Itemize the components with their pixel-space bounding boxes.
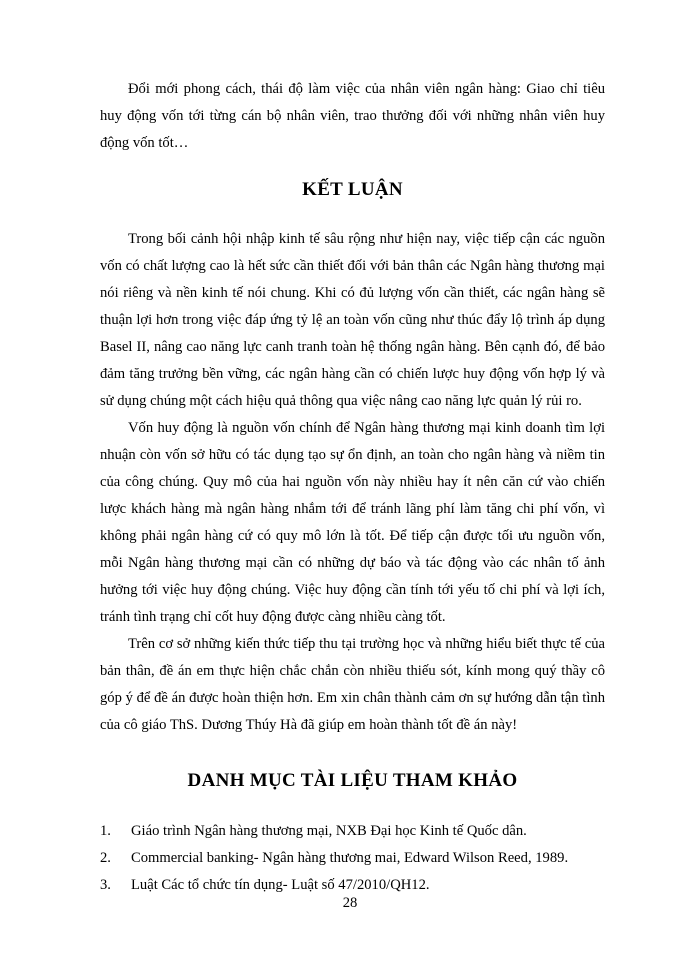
reference-number: 3.: [100, 877, 111, 893]
reference-item: [100, 845, 605, 872]
page-number: 28: [342, 895, 358, 911]
opening-paragraph: Đổi mới phong cách, thái độ làm việc của nhân viên ngân hàng: Giao chỉ tiêu huy động vốn tới từng cán bộ nhân viên, trao thưởng đối với những nhân viên huy động vốn tốt…: [100, 81, 605, 151]
page-content: [100, 76, 605, 899]
conclusion-heading: KẾT LUẬN: [302, 179, 403, 200]
conclusion-paragraph-1: Trong bối cảnh hội nhập kinh tế sâu rộng như hiện nay, việc tiếp cận các nguồn vốn có chất lượng cao là hết sức cần thiết đối với bản thân các Ngân hàng thương mại nói riêng và nền kinh tế nói chung. Khi có đủ lượng vốn cần thiết, các ngân hàng sẽ thuận lợi hơn trong việc đáp ứng tỷ lệ an toàn vốn cũng như thúc đẩy lộ trình áp dụng Basel II, nâng cao năng lực canh tranh toàn hệ thống ngân hàng. Bên cạnh đó, để bảo đảm tăng trưởng bền vững, các ngân hàng cần có chiến lược huy động vốn hợp lý và sử dụng chúng một cách hiệu quả thông qua việc nâng cao năng lực quản lý rủi ro.: [100, 231, 605, 409]
reference-text: Commercial banking- Ngân hàng thương mai, Edward Wilson Reed, 1989.: [131, 850, 569, 866]
reference-number: 2.: [100, 850, 111, 866]
reference-text: Giáo trình Ngân hàng thương mại, NXB Đại học Kinh tế Quốc dân.: [131, 823, 527, 839]
reference-number: 1.: [100, 823, 111, 839]
reference-text: Luật Các tổ chức tín dụng- Luật số 47/2010/QH12.: [131, 877, 430, 893]
reference-item: [100, 818, 605, 845]
conclusion-paragraph-2: Vốn huy động là nguồn vốn chính để Ngân hàng thương mại kinh doanh tìm lợi nhuận còn vốn sở hữu có tác dụng tạo sự ổn định, an toàn cho ngân hàng và niềm tin của công chúng. Quy mô của hai nguồn vốn này nhiều hay ít nên căn cứ vào chiến lược khách hàng mà ngân hàng nhắm tới để tránh lãng phí làm tăng chi phí vốn, vì không phải ngân hàng cứ có quy mô lớn là tốt. Để tiếp cận được tối ưu nguồn vốn, mỗi Ngân hàng thương mại cần có những dự báo và tác động vào các nhân tố ảnh hưởng tới việc huy động chúng. Việc huy động cần tính tới yếu tố chi phí và lợi ích, tránh tình trạng chỉ cốt huy động được càng nhiều càng tốt.: [100, 420, 605, 625]
references-list: [100, 818, 605, 899]
conclusion-paragraph-3: Trên cơ sở những kiến thức tiếp thu tại trường học và những hiểu biết thực tế của bản thân, đề án em thực hiện chắc chắn còn nhiều thiếu sót, kính mong quý thầy cô góp ý để đề án được hoàn thiện hơn. Em xin chân thành cảm ơn sự hướng dẫn tận tình của cô giáo ThS. Dương Thúy Hà đã giúp em hoàn thành tốt đề án này!: [100, 636, 605, 733]
references-heading: DANH MỤC TÀI LIỆU THAM KHẢO: [187, 770, 518, 791]
